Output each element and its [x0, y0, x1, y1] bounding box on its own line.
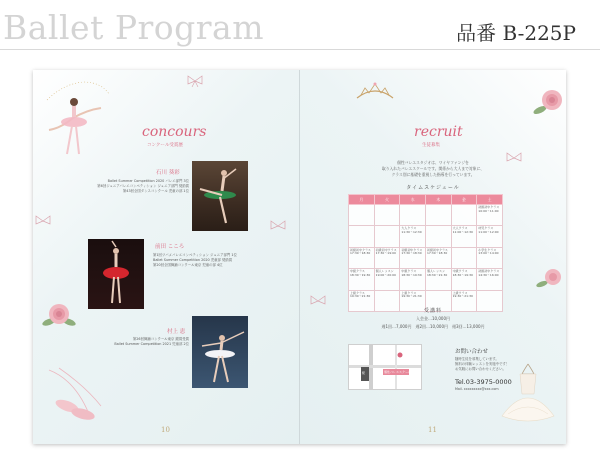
access-map — [348, 344, 422, 390]
award-line: Ballet Summer Competition 2021 児童部 2位 — [114, 342, 189, 346]
timetable-header-row — [349, 195, 503, 205]
timetable-cell — [349, 205, 375, 226]
timetable-cell — [425, 247, 451, 268]
monthly-fees: 週1回…7,000円 週2回…10,000円 週3回…13,000円 — [381, 324, 485, 329]
class-entry: 初級初中クラス 17:30〜18:30 — [401, 247, 423, 256]
award-line: 第26回舞踊コンクール東京 銀賞受賞 — [132, 337, 189, 341]
timetable-cell — [400, 205, 426, 226]
contact-title: お問い合わせ — [455, 349, 489, 355]
timetable-cell — [451, 269, 477, 290]
timetable — [348, 194, 503, 312]
timetable-row — [349, 247, 503, 268]
timetable-cell — [425, 269, 451, 290]
day-header: 月 — [349, 195, 375, 205]
day-header: 金 — [451, 195, 477, 205]
class-entry: 上級クラス 19:30〜21:30 — [350, 290, 371, 299]
timetable-row — [349, 226, 503, 247]
day-header: 火 — [374, 195, 400, 205]
dancer-awards — [39, 179, 189, 194]
timetable-cell — [425, 226, 451, 247]
class-entry: 上級クラス 19:30〜21:30 — [452, 290, 473, 299]
timetable-cell — [451, 205, 477, 226]
dancer-awards — [153, 253, 237, 268]
timetable-cell — [451, 247, 477, 268]
left-page — [33, 70, 299, 444]
class-entry: 初級初中クラス 17:30〜18:30 — [426, 247, 448, 256]
class-entry: 上級クラス 19:30〜21:30 — [401, 290, 422, 299]
timetable-cell — [349, 269, 375, 290]
map-studio-label: 個性バレエスクール — [384, 370, 411, 374]
class-entry: 初級初中クラス 17:30〜19:00 — [375, 247, 397, 256]
tiara-icon — [355, 80, 395, 100]
timetable-cell — [374, 269, 400, 290]
right-page — [300, 70, 566, 444]
rose-icon — [41, 300, 77, 330]
timetable-cell — [425, 205, 451, 226]
timetable-cell — [400, 247, 426, 268]
dancer-photo — [88, 239, 144, 309]
timetable-cell — [477, 269, 503, 290]
timetable-cell — [374, 226, 400, 247]
timetable-cell — [400, 269, 426, 290]
concours-subtitle: コンクール受賞歴 — [147, 143, 183, 148]
dancer-name: 前田 こころ — [155, 244, 185, 250]
day-header: 木 — [425, 195, 451, 205]
ribbon-icon — [34, 215, 52, 227]
day-header: 水 — [400, 195, 426, 205]
timetable-cell — [477, 247, 503, 268]
page-number: 11 — [428, 426, 437, 434]
timetable-cell — [374, 205, 400, 226]
ribbon-icon — [269, 220, 287, 232]
intro-line: クラス別に基礎を重視した指導を行っています。 — [391, 172, 475, 177]
award-line: 第20回全国舞踊コンクール東京 児童の部 4位 — [153, 263, 223, 267]
dancer-photo — [192, 316, 248, 388]
timetable-cell — [374, 247, 400, 268]
timetable-cell — [477, 205, 503, 226]
ribbon-icon — [186, 75, 204, 87]
intro-line: 個性バレエスタジオは、ワイヤファンジを — [397, 160, 469, 165]
dancer-name: 村上 恵 — [167, 329, 186, 335]
dancer-name: 石川 葵彩 — [156, 170, 180, 176]
recruit-intro — [300, 160, 566, 178]
award-line: 第1回ツバメバレエコンペティション ジュニア部門 1位 — [153, 253, 237, 257]
recruit-title: recruit — [414, 124, 463, 140]
contact-line: 無料の体験レッスンを実施中です！ — [455, 362, 510, 366]
contact-text — [455, 357, 509, 372]
class-entry: 大人クラス 11:00〜12:30 — [452, 226, 473, 234]
class-entry: 初級初中クラス 17:30〜18:30 — [350, 247, 371, 256]
brochure-spread — [33, 70, 566, 444]
ballerina-illustration — [43, 78, 113, 163]
class-entry: 初級初中クラス 10:00〜11:00 — [478, 205, 500, 213]
class-entry: 中級クラス 18:30〜19:30 — [452, 269, 473, 277]
dancer-photo — [192, 161, 248, 231]
product-code: 品番 B-225P — [456, 21, 576, 45]
award-line: 第43回全国ダンスコンクール 児童の部 1位 — [122, 189, 189, 193]
rose-icon — [532, 86, 566, 118]
timetable-title: タイムスケジュール — [406, 185, 460, 191]
class-entry: 個人レッスン 19:00〜20:00 — [375, 269, 396, 277]
contact-line: 随時生徒を募集しています。 — [455, 357, 499, 361]
header-divider — [0, 49, 600, 50]
timetable-row — [349, 205, 503, 226]
timetable-cell — [349, 247, 375, 268]
admission-fee: 入会金…10,000円 — [416, 316, 450, 321]
concours-title: concours — [142, 124, 207, 140]
class-entry: 中級クラス 18:30〜19:30 — [401, 269, 422, 277]
class-entry: 個人レッスン 18:30〜21:30 — [426, 269, 448, 277]
award-line: Ballet Summer Competition 2020 バレエ部門 3位 — [107, 179, 189, 183]
class-entry: 大人クラス 11:30〜12:30 — [401, 226, 422, 234]
recruit-subtitle: 生徒募集 — [422, 143, 440, 148]
page-number: 10 — [161, 426, 170, 434]
map-station-label: 駅 — [362, 371, 366, 375]
rose-icon — [536, 265, 566, 291]
class-entry: 初級初中クラス 14:30〜16:00 — [478, 269, 500, 277]
day-header: 土 — [477, 195, 503, 205]
class-entry: 中級クラス 18:30〜19:30 — [350, 269, 371, 277]
class-entry: 小学生クラス 13:00〜14:00 — [478, 247, 499, 256]
fee-title: 受講料 — [423, 308, 442, 314]
ribbon-icon — [309, 295, 327, 307]
program-title: Ballet Program — [3, 8, 265, 47]
intro-line: 取り入れたバレエスクールです。関係から大人まで対象に、 — [381, 166, 485, 171]
award-line: Ballet Summer Competition 2020 児童部 奨励賞 — [153, 258, 233, 262]
timetable-cell — [451, 226, 477, 247]
dancer-awards — [49, 337, 189, 347]
contact-mail: Mail. xxxxxxxxx@xxx.com — [455, 387, 499, 391]
contact-line: お気軽にお問い合わせください。 — [455, 367, 506, 371]
pointe-shoes-illustration — [45, 366, 105, 422]
timetable-cell — [477, 226, 503, 247]
contact-tel: Tel.03-3975-0000 — [455, 378, 512, 386]
award-line: 第6回ジュニアバレエコンペティション ジュニア部門 奨励賞 — [97, 184, 189, 188]
timetable-cell — [400, 226, 426, 247]
timetable-row — [349, 269, 503, 290]
class-entry: 幼児クラス 11:00〜12:00 — [478, 226, 499, 234]
timetable-cell — [349, 226, 375, 247]
tutu-dress-illustration — [498, 360, 558, 440]
